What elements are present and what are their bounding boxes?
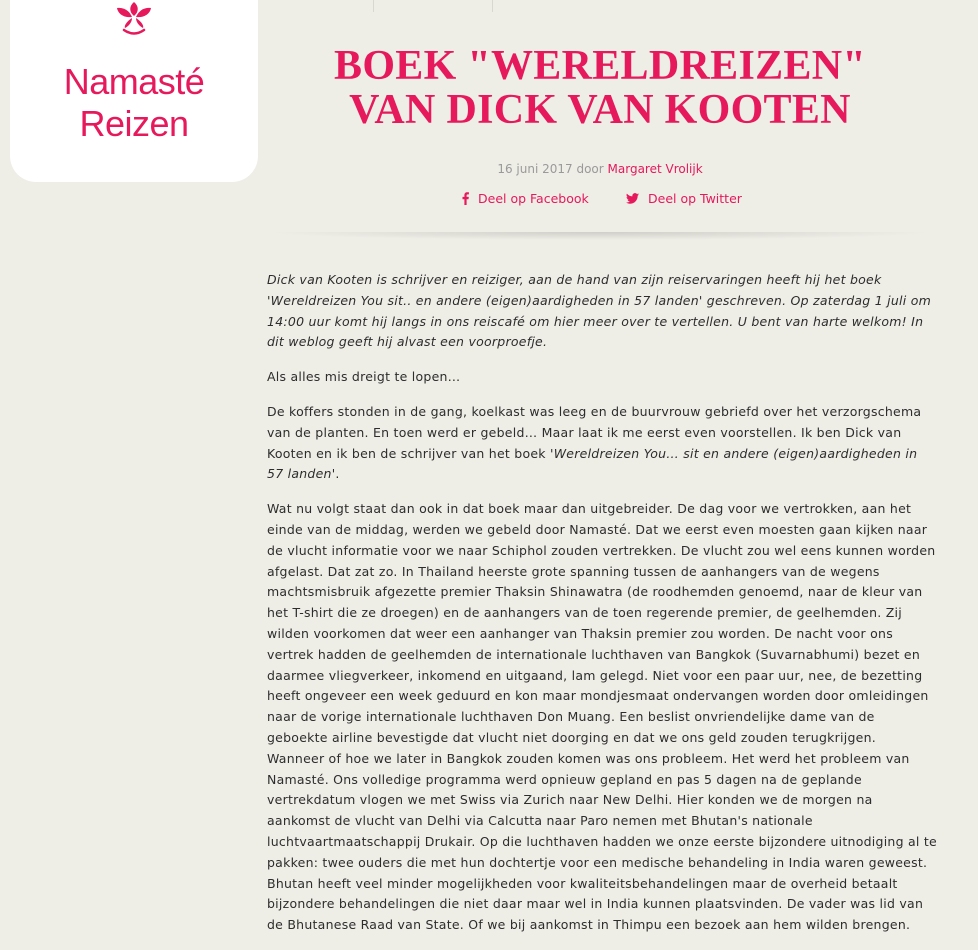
- paragraph-text: De koffers stonden in de gang, koelkast was leeg en de buurvrouw gebriefd over het verzorgschema van de planten. En toen werd er gebeld… Maar laat ik me eerst even voorstellen. Ik ben Dick van Kooten en ik ben de schrijver van het boek: [267, 403, 922, 461]
- site-logo[interactable]: [10, 0, 258, 182]
- nav-separator: [373, 0, 374, 12]
- logo-text-reizen: Reizen: [79, 103, 189, 144]
- author-link[interactable]: Margaret Vrolijk: [607, 162, 703, 176]
- share-facebook-label: Deel op Facebook: [478, 191, 589, 206]
- twitter-icon: [626, 193, 639, 204]
- paragraph-end: .: [335, 466, 340, 482]
- post-date: 16 juni 2017: [497, 162, 573, 176]
- post-by: door: [576, 162, 604, 176]
- title-line-1: BOEK "WERELDREIZEN": [334, 43, 866, 89]
- article-paragraph: Wat nu volgt staat dan ook in dat boek maar dan uitgebreider. De dag voor we vertrokken, aan het einde van de middag, werden we gebeld door Namasté. Dat we eerst even moesten gaan kijken naar de vlucht informatie voor we naar Schiphol zouden vertrekken. De vlucht zou wel eens kunnen worden afgelast. Dat zat zo. In Thailand heerste grote spanning tussen de aanhangers van de wegens machtsmisbruik afgezette premier Thaksin Shinawatra (de roodhemden genoemd, naar de kleur van het T-shirt die ze droegen) en de aanhangers van de toen regerende premier, de geelhemden. Zij wilden voorkomen dat weer een aanhanger van Thaksin premier zou worden. De nacht voor ons vertrek hadden de geelhemden de internationale luchthaven van Bangkok (Suvarnabhumi) bezet en daarmee vliegverkeer, inkomend en uitgaand, lam gelegd. Niet voor een paar uur, nee, de bezetting heeft ongeveer een week geduurd en kon maar mondjesmaat ondervangen worden door omleidingen naar de vorige internationale luchthaven Don Muang. Een beslist onvriendelijke dame van de geboekte airline bevestigde dat vlucht niet doorging en dat we ons geld zouden terugkrijgen. Wanneer of hoe we later in Bangkok zouden komen was ons probleem. Het werd het probleem van Namasté. Ons volledige programma werd opnieuw gepland en pas 5 dagen na de geplande vertrekdatum vlogen we met Swiss via Zurich naar New Delhi. Hier konden we de morgen na aankomst de vlucht van Delhi via Calcutta naar Paro nemen met Bhutan's nationale luchtvaartmaatschappij Drukair. Op die luchthaven hadden we onze eerste bijzondere uitnodiging al te pakken: twee ouders die met hun dochtertje voor een medische behandeling in India waren geweest. Bhutan heeft veel minder mogelijkheden voor kwaliteitsbehandelingen maar de overheid betaalt bijzondere behandelingen die niet daar maar wel in India kunnen plaatsvinden. De vader was lid van de Bhutanese Raad van State. Of we bij aankomst in Thimpu een bezoek aan hem wilden brengen.: [267, 501, 937, 933]
- logo-text-namaste: Namasté: [63, 61, 205, 102]
- section-divider: [266, 232, 934, 240]
- article-intro: Dick van Kooten is schrijver en reiziger, aan de hand van zijn reiservaringen heeft hij het boek 'Wereldreizen You sit.. en andere (eigen)aardigheden in 57 landen' geschreven. Op zaterdag 1 juli om 14:00 uur komt hij langs in ons reiscafé om hier meer over te vertellen. U bent van harte welkom! In dit weblog geeft hij alvast een voorproefje.: [267, 272, 932, 350]
- top-navigation-bar: [262, 0, 978, 12]
- title-line-2: VAN DICK VAN KOOTEN: [349, 87, 851, 133]
- article-paragraph: Als alles mis dreigt te lopen…: [267, 369, 461, 385]
- lotus-icon: [110, 0, 158, 40]
- share-twitter-label: Deel op Twitter: [648, 191, 742, 206]
- article-body: [267, 270, 937, 950]
- book-title: 'Wereldreizen You… sit en andere (eigen)aardigheden in 57 landen': [267, 445, 918, 482]
- share-facebook-button[interactable]: [462, 191, 589, 206]
- share-twitter-button[interactable]: [626, 191, 742, 206]
- nav-separator: [492, 0, 493, 12]
- article-paragraph: [267, 402, 937, 485]
- post-meta: [300, 162, 900, 176]
- facebook-icon: [462, 192, 469, 205]
- page-title: [300, 44, 900, 132]
